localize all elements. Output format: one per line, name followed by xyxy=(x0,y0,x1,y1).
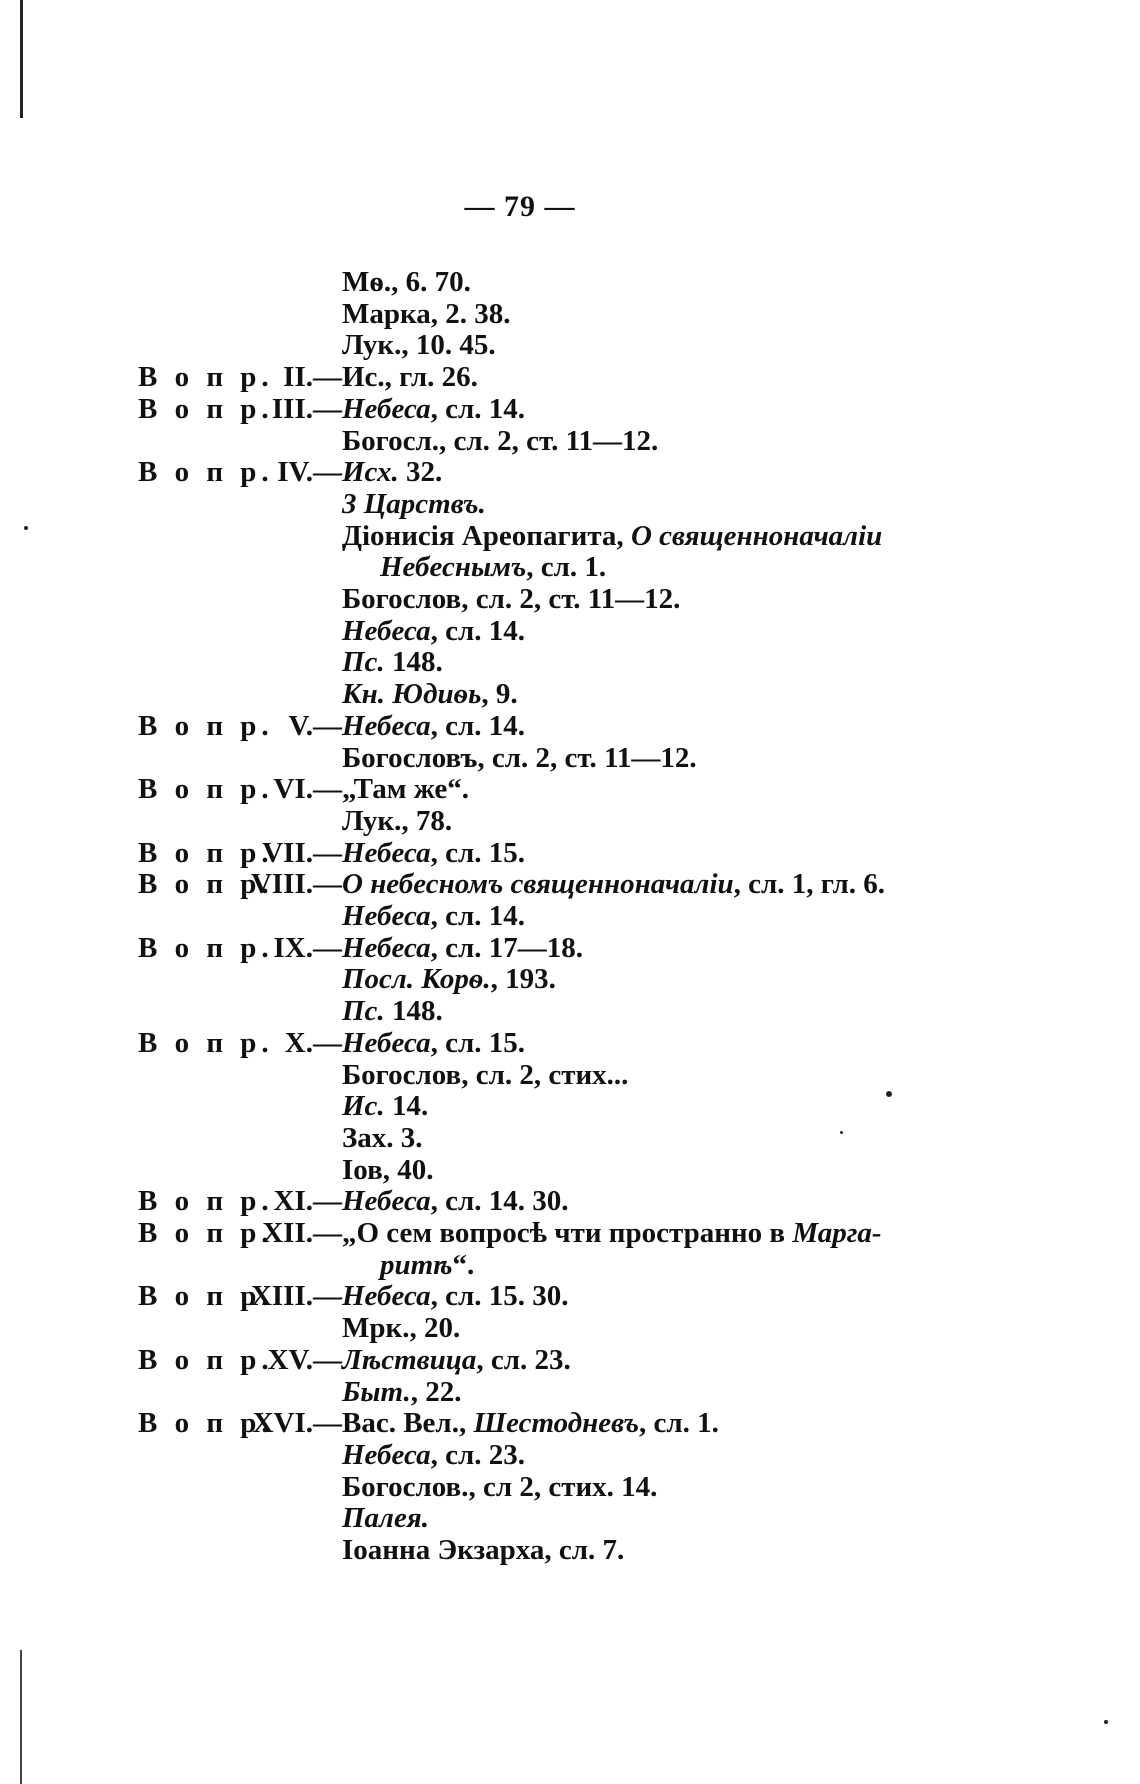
reference-text xyxy=(342,1407,719,1439)
text-line xyxy=(0,678,1140,710)
text-line xyxy=(0,361,1140,393)
text-line xyxy=(0,1471,1140,1503)
reference-text xyxy=(342,710,525,742)
reference-text xyxy=(342,1471,657,1503)
text-line xyxy=(0,583,1140,615)
question-label: В о п р. xyxy=(138,836,274,869)
text-line xyxy=(0,1090,1140,1122)
question-label: В о п р. xyxy=(138,456,274,489)
question-label: В о п р. xyxy=(138,931,274,964)
citation-text: , сл. 1. xyxy=(638,1407,719,1440)
question-number: IV.— xyxy=(277,456,342,489)
text-line xyxy=(0,329,1140,361)
citation-text: 14. xyxy=(384,1090,429,1123)
question-number: VII.— xyxy=(262,836,342,869)
text-line xyxy=(0,646,1140,678)
text-line xyxy=(0,1122,1140,1154)
citation-text: Ис., гл. 26. xyxy=(342,361,478,394)
italic-title: Посл. Корѳ. xyxy=(342,963,491,996)
italic-title: О священноначаліи xyxy=(630,519,883,552)
citation-text: , 22. xyxy=(410,1375,462,1408)
citation-text: , сл. 15. xyxy=(430,836,526,869)
citation-text: 148. xyxy=(384,646,443,679)
italic-title: Небеса xyxy=(342,1438,431,1471)
question-label: В о п р. xyxy=(138,1280,274,1313)
text-line xyxy=(0,520,1140,552)
text-line xyxy=(0,1059,1140,1091)
citation-text: Лук., 10. 45. xyxy=(342,329,496,362)
text-line xyxy=(0,298,1140,330)
text-line xyxy=(0,425,1140,457)
reference-text xyxy=(342,1534,624,1566)
citation-text: , сл. 1, гл. 6. xyxy=(733,868,885,901)
reference-text xyxy=(342,1185,569,1217)
italic-title: Небеса xyxy=(342,709,431,742)
reference-text xyxy=(342,329,496,361)
reference-text xyxy=(342,1344,571,1376)
reference-text xyxy=(342,1217,882,1249)
citation-text: , сл. 23. xyxy=(430,1438,526,1471)
italic-title: Небеса xyxy=(342,836,431,869)
question-label: В о п р. xyxy=(138,773,274,806)
reference-text xyxy=(342,615,525,647)
italic-title: Палея. xyxy=(342,1502,429,1535)
text-line xyxy=(0,995,1140,1027)
reference-text xyxy=(380,551,606,583)
citation-text: , сл. 14. xyxy=(430,614,526,647)
text-line xyxy=(0,393,1140,425)
italic-title: Небеса xyxy=(342,392,431,425)
citation-text: Богосл., сл. 2, ст. 11—12. xyxy=(342,424,659,457)
reference-text xyxy=(342,520,882,552)
reference-text xyxy=(342,773,469,805)
reference-text xyxy=(380,1249,474,1281)
text-line xyxy=(0,1217,1140,1249)
citation-text: „О сем вопросѣ чти пространно в xyxy=(342,1217,793,1249)
question-label: В о п р. xyxy=(138,1185,274,1218)
text-line xyxy=(0,1312,1140,1344)
italic-title: Шестодневъ xyxy=(473,1407,639,1440)
text-line xyxy=(0,805,1140,837)
citation-text: Богослов., сл 2, стих. 14. xyxy=(342,1470,658,1503)
text-line xyxy=(0,1344,1140,1376)
text-line xyxy=(0,1534,1140,1566)
italic-title: 3 Царствъ. xyxy=(342,487,486,520)
italic-title: Небеса xyxy=(342,614,431,647)
text-line xyxy=(0,963,1140,995)
scan-edge-line xyxy=(20,0,23,118)
text-line xyxy=(0,932,1140,964)
question-label: В о п р. xyxy=(138,1026,274,1059)
italic-title: Кн. Юдиѳь xyxy=(342,678,482,711)
reference-text xyxy=(342,742,697,774)
question-label: В о п р. xyxy=(138,1343,274,1376)
reference-text xyxy=(342,1280,569,1312)
question-number: X.— xyxy=(284,1026,342,1059)
question-number: VI.— xyxy=(273,773,342,806)
question-number: VIII.— xyxy=(250,868,342,901)
citation-text: “. xyxy=(452,1248,475,1281)
citation-text: , 9. xyxy=(481,678,518,711)
reference-text xyxy=(342,900,525,932)
italic-title: Небеса xyxy=(342,931,431,964)
reference-text xyxy=(342,678,518,710)
text-line xyxy=(0,266,1140,298)
question-label: В о п р. xyxy=(138,392,274,425)
reference-text xyxy=(342,1154,433,1186)
citation-text: , сл. 14. xyxy=(430,709,526,742)
italic-title: Быт. xyxy=(342,1375,411,1408)
citation-text: Марка, 2. 38. xyxy=(342,297,511,330)
question-number: XVI.— xyxy=(252,1407,342,1440)
text-line xyxy=(0,1154,1140,1186)
citation-text: Іоанна Экзарха, сл. 7. xyxy=(342,1534,625,1566)
citation-text: Мѳ., 6. 70. xyxy=(342,266,471,298)
text-line xyxy=(0,1280,1140,1312)
text-line xyxy=(0,1407,1140,1439)
reference-text xyxy=(342,1122,423,1154)
text-line xyxy=(0,1027,1140,1059)
citation-text: Мрк., 20. xyxy=(342,1312,461,1345)
citation-text: „Там же“. xyxy=(342,773,469,806)
italic-title: Пс. xyxy=(342,646,385,679)
reference-text xyxy=(342,805,452,837)
citation-text: Лук., 78. xyxy=(342,804,453,837)
citation-text: 148. xyxy=(384,995,443,1028)
question-number: V.— xyxy=(288,709,342,742)
text-line xyxy=(0,456,1140,488)
italic-title: Ис. xyxy=(342,1090,385,1123)
reference-text xyxy=(342,995,443,1027)
question-label: В о п р. xyxy=(138,1407,274,1440)
reference-text xyxy=(342,488,486,520)
text-line xyxy=(0,773,1140,805)
question-number: II.— xyxy=(283,361,342,394)
text-line xyxy=(0,710,1140,742)
question-number: IX.— xyxy=(273,931,342,964)
citation-text: Іов, 40. xyxy=(342,1153,434,1186)
text-line xyxy=(0,615,1140,647)
reference-text xyxy=(342,1090,428,1122)
reference-text xyxy=(342,456,442,488)
italic-title: Исх. xyxy=(342,456,399,489)
italic-title: Небеса xyxy=(342,1026,431,1059)
citation-text: , сл. 14. 30. xyxy=(430,1185,569,1218)
citation-text: Зах. 3. xyxy=(342,1121,423,1154)
question-label: В о п р. xyxy=(138,868,274,901)
italic-title: Небеса xyxy=(342,1185,431,1218)
citation-text: Вас. Вел., xyxy=(342,1407,474,1440)
citation-text: , сл. 15. 30. xyxy=(430,1280,569,1313)
text-line xyxy=(0,742,1140,774)
text-line xyxy=(0,551,1140,583)
text-line xyxy=(0,488,1140,520)
text-line xyxy=(0,900,1140,932)
italic-title: Марга- xyxy=(792,1217,882,1249)
question-label: В о п р. xyxy=(138,1217,274,1249)
scan-edge-line-bottom xyxy=(20,1650,22,1784)
citation-text: , сл. 17—18. xyxy=(430,931,584,964)
citation-text: Богослов, сл. 2, ст. 11—12. xyxy=(342,583,681,615)
reference-text xyxy=(342,266,471,298)
italic-title: Небеса xyxy=(342,1280,431,1313)
citation-text: , сл. 23. xyxy=(476,1343,571,1376)
reference-text xyxy=(342,963,556,995)
citation-text: Богословъ, сл. 2, ст. 11—12. xyxy=(342,741,697,774)
citation-text: , сл. 15. xyxy=(430,1026,526,1059)
reference-text xyxy=(342,932,583,964)
italic-title: Небеса xyxy=(342,900,431,932)
question-label: В о п р. xyxy=(138,361,274,394)
citation-text: Діонисія Ареопагита, xyxy=(342,519,631,552)
reference-text xyxy=(342,298,511,330)
text-line xyxy=(0,1439,1140,1471)
reference-text xyxy=(342,1502,429,1534)
text-line xyxy=(0,1376,1140,1408)
italic-title: Лѣствица xyxy=(342,1343,477,1376)
text-line xyxy=(0,868,1140,900)
citation-text: , 193. xyxy=(490,963,556,996)
citation-text: , сл. 1. xyxy=(526,551,607,584)
text-line xyxy=(0,1502,1140,1534)
text-line xyxy=(0,837,1140,869)
reference-text xyxy=(342,1376,461,1408)
citation-text: , сл. 14. xyxy=(430,392,526,425)
reference-text xyxy=(342,1027,525,1059)
text-line xyxy=(0,1249,1140,1281)
reference-text xyxy=(342,868,885,900)
speck xyxy=(1104,1720,1108,1724)
citation-text: Богослов, сл. 2, стих... xyxy=(342,1058,629,1091)
question-number: XV.— xyxy=(267,1343,342,1376)
question-label: В о п р. xyxy=(138,709,274,742)
italic-title: Небеснымъ xyxy=(380,551,527,584)
question-number: III.— xyxy=(271,392,342,425)
question-number: XIII.— xyxy=(250,1280,342,1313)
reference-text xyxy=(342,1059,628,1091)
reference-text xyxy=(342,361,478,393)
italic-title: Пс. xyxy=(342,995,385,1028)
reference-text xyxy=(342,583,680,615)
reference-text xyxy=(342,425,658,457)
italic-title: ритѣ xyxy=(380,1248,453,1281)
citation-text: , сл. 14. xyxy=(430,900,526,932)
question-number: XI.— xyxy=(273,1185,342,1218)
reference-text xyxy=(342,837,525,869)
reference-text xyxy=(342,1312,460,1344)
text-line xyxy=(0,1185,1140,1217)
reference-text xyxy=(342,646,443,678)
question-number: XII.— xyxy=(262,1217,342,1249)
reference-text xyxy=(342,1439,525,1471)
italic-title: О небесномъ священноначаліи xyxy=(342,868,734,901)
page-number: — 79 — xyxy=(464,190,576,223)
reference-text xyxy=(342,393,525,425)
citation-text: 32. xyxy=(398,456,443,489)
